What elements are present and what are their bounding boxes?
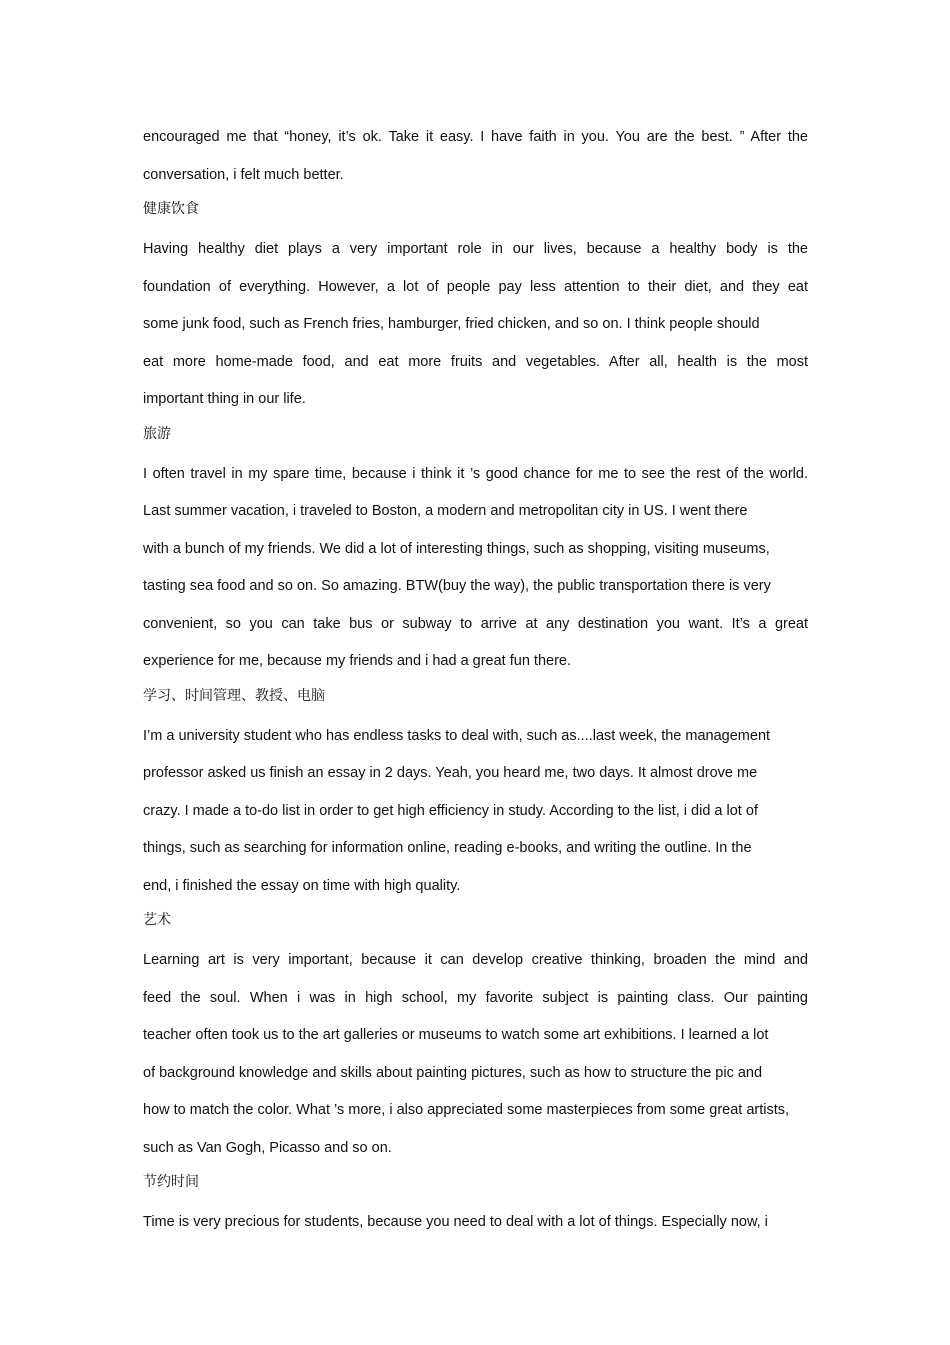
document-body bbox=[143, 122, 808, 1245]
paragraph-line: eat more home-made food, and eat more fruits and vegetables. After all, health is the most bbox=[143, 353, 808, 370]
paragraph-line: how to match the color. What ’s more, i also appreciated some masterpieces from some great artists, bbox=[143, 1102, 790, 1118]
paragraph-line: Time is very precious for students, because you need to deal with a lot of things. Especially now, i bbox=[143, 1214, 768, 1230]
paragraph-line: important thing in our life. bbox=[143, 391, 306, 407]
paragraph-line: encouraged me that “honey, it’s ok. Take it easy. I have faith in you. You are the best. ” After the bbox=[143, 129, 808, 145]
paragraph-line: conversation, i felt much better. bbox=[143, 166, 344, 183]
paragraph-line: feed the soul. When i was in high school, my favorite subject is painting class. Our painting bbox=[143, 989, 808, 1006]
paragraph-line: I often travel in my spare time, because i think it ’s good chance for me to see the rest of the world. bbox=[143, 465, 808, 482]
paragraph-line: experience for me, because my friends and i had a great fun there. bbox=[143, 653, 571, 669]
paragraph-line: foundation of everything. However, a lot of people pay less attention to their diet, and they eat bbox=[143, 278, 808, 295]
section-heading-save-time: 节约时间 bbox=[143, 1174, 199, 1190]
paragraph-line: tasting sea food and so on. So amazing. BTW(buy the way), the public transportation there is very bbox=[143, 578, 771, 594]
paragraph-line: with a bunch of my friends. We did a lot of interesting things, such as shopping, visiting museums, bbox=[143, 540, 770, 557]
paragraph-line: I’m a university student who has endless tasks to deal with, such as....last week, the management bbox=[143, 727, 771, 744]
paragraph-line: end, i finished the essay on time with high quality. bbox=[143, 877, 461, 894]
paragraph-line: crazy. I made a to-do list in order to get high efficiency in study. According to the list, i did a lot of bbox=[143, 802, 758, 819]
section-heading-study: 学习、时间管理、教授、电脑 bbox=[143, 687, 325, 704]
paragraph-line: professor asked us finish an essay in 2 days. Yeah, you heard me, two days. It almost drove me bbox=[143, 765, 758, 781]
section-heading-art: 艺术 bbox=[143, 912, 171, 928]
paragraph-line: Having healthy diet plays a very important role in our lives, because a healthy body is the bbox=[143, 241, 808, 257]
paragraph-line: teacher often took us to the art galleries or museums to watch some art exhibitions. I learned a lot bbox=[143, 1027, 769, 1043]
paragraph-line: some junk food, such as French fries, hamburger, fried chicken, and so on. I think people should bbox=[143, 316, 760, 332]
paragraph-line: things, such as searching for information online, reading e-books, and writing the outline. In the bbox=[143, 840, 752, 856]
paragraph-line: Learning art is very important, because it can develop creative thinking, broaden the mind and bbox=[143, 952, 808, 968]
section-heading-healthy-diet: 健康饮食 bbox=[143, 201, 199, 217]
paragraph-line: of background knowledge and skills about painting pictures, such as how to structure the pic and bbox=[143, 1064, 763, 1081]
paragraph-line: Last summer vacation, i traveled to Boston, a modern and metropolitan city in US. I went there bbox=[143, 503, 748, 519]
paragraph-line: such as Van Gogh, Picasso and so on. bbox=[143, 1139, 392, 1156]
paragraph-line: convenient, so you can take bus or subway to arrive at any destination you want. It’s a great bbox=[143, 615, 808, 632]
section-heading-travel: 旅游 bbox=[143, 425, 171, 442]
